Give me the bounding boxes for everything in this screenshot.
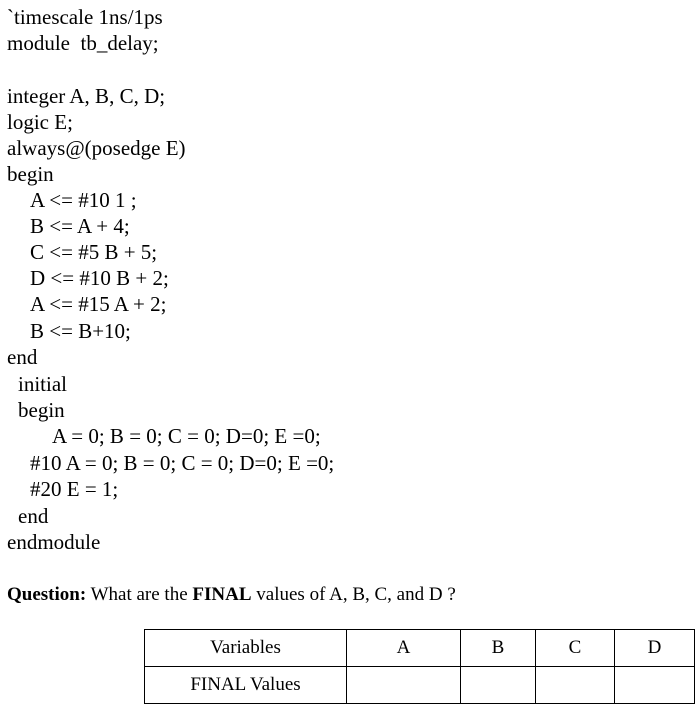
code-line: always@(posedge E) [7,136,186,160]
code-line: logic E; [7,110,73,134]
answer-cell-d[interactable] [615,667,695,704]
table-row [145,667,695,704]
code-line: B <= B+10; [30,319,131,343]
code-line: module tb_delay; [7,31,159,55]
answer-cell-a[interactable] [347,667,461,704]
answer-cell-c[interactable] [536,667,615,704]
code-line: #10 A = 0; B = 0; C = 0; D=0; E =0; [30,451,335,475]
code-line: A <= #15 A + 2; [30,292,167,316]
header-cell-a: A [347,630,461,667]
question-emphasis: FINAL [192,584,252,605]
header-cell-b: B [461,630,536,667]
header-cell-d: D [615,630,695,667]
code-line: end [18,504,49,528]
code-line: endmodule [7,530,101,554]
code-line: begin [18,398,65,422]
code-line: begin [7,162,54,186]
code-line: D <= #10 B + 2; [30,266,169,290]
code-line: B <= A + 4; [30,214,130,238]
code-line: `timescale 1ns/1ps [7,5,163,29]
question-body: What are the [86,584,193,605]
code-line: initial [18,372,67,396]
header-cell-variables: Variables [145,630,347,667]
code-line: C <= #5 B + 5; [30,240,158,264]
question-body-end: values of A, B, C, and D ? [251,584,456,605]
code-line: #20 E = 1; [30,477,119,501]
question-label: Question: [7,584,87,605]
question-text [7,582,456,608]
code-line: end [7,345,38,369]
answer-cell-b[interactable] [461,667,536,704]
table-header-row [145,630,695,667]
answer-table [144,629,695,704]
code-line: A = 0; B = 0; C = 0; D=0; E =0; [52,424,321,448]
header-cell-c: C [536,630,615,667]
row-label-final-values: FINAL Values [145,667,347,704]
code-line: integer A, B, C, D; [7,84,166,108]
code-line: A <= #10 1 ; [30,188,137,212]
